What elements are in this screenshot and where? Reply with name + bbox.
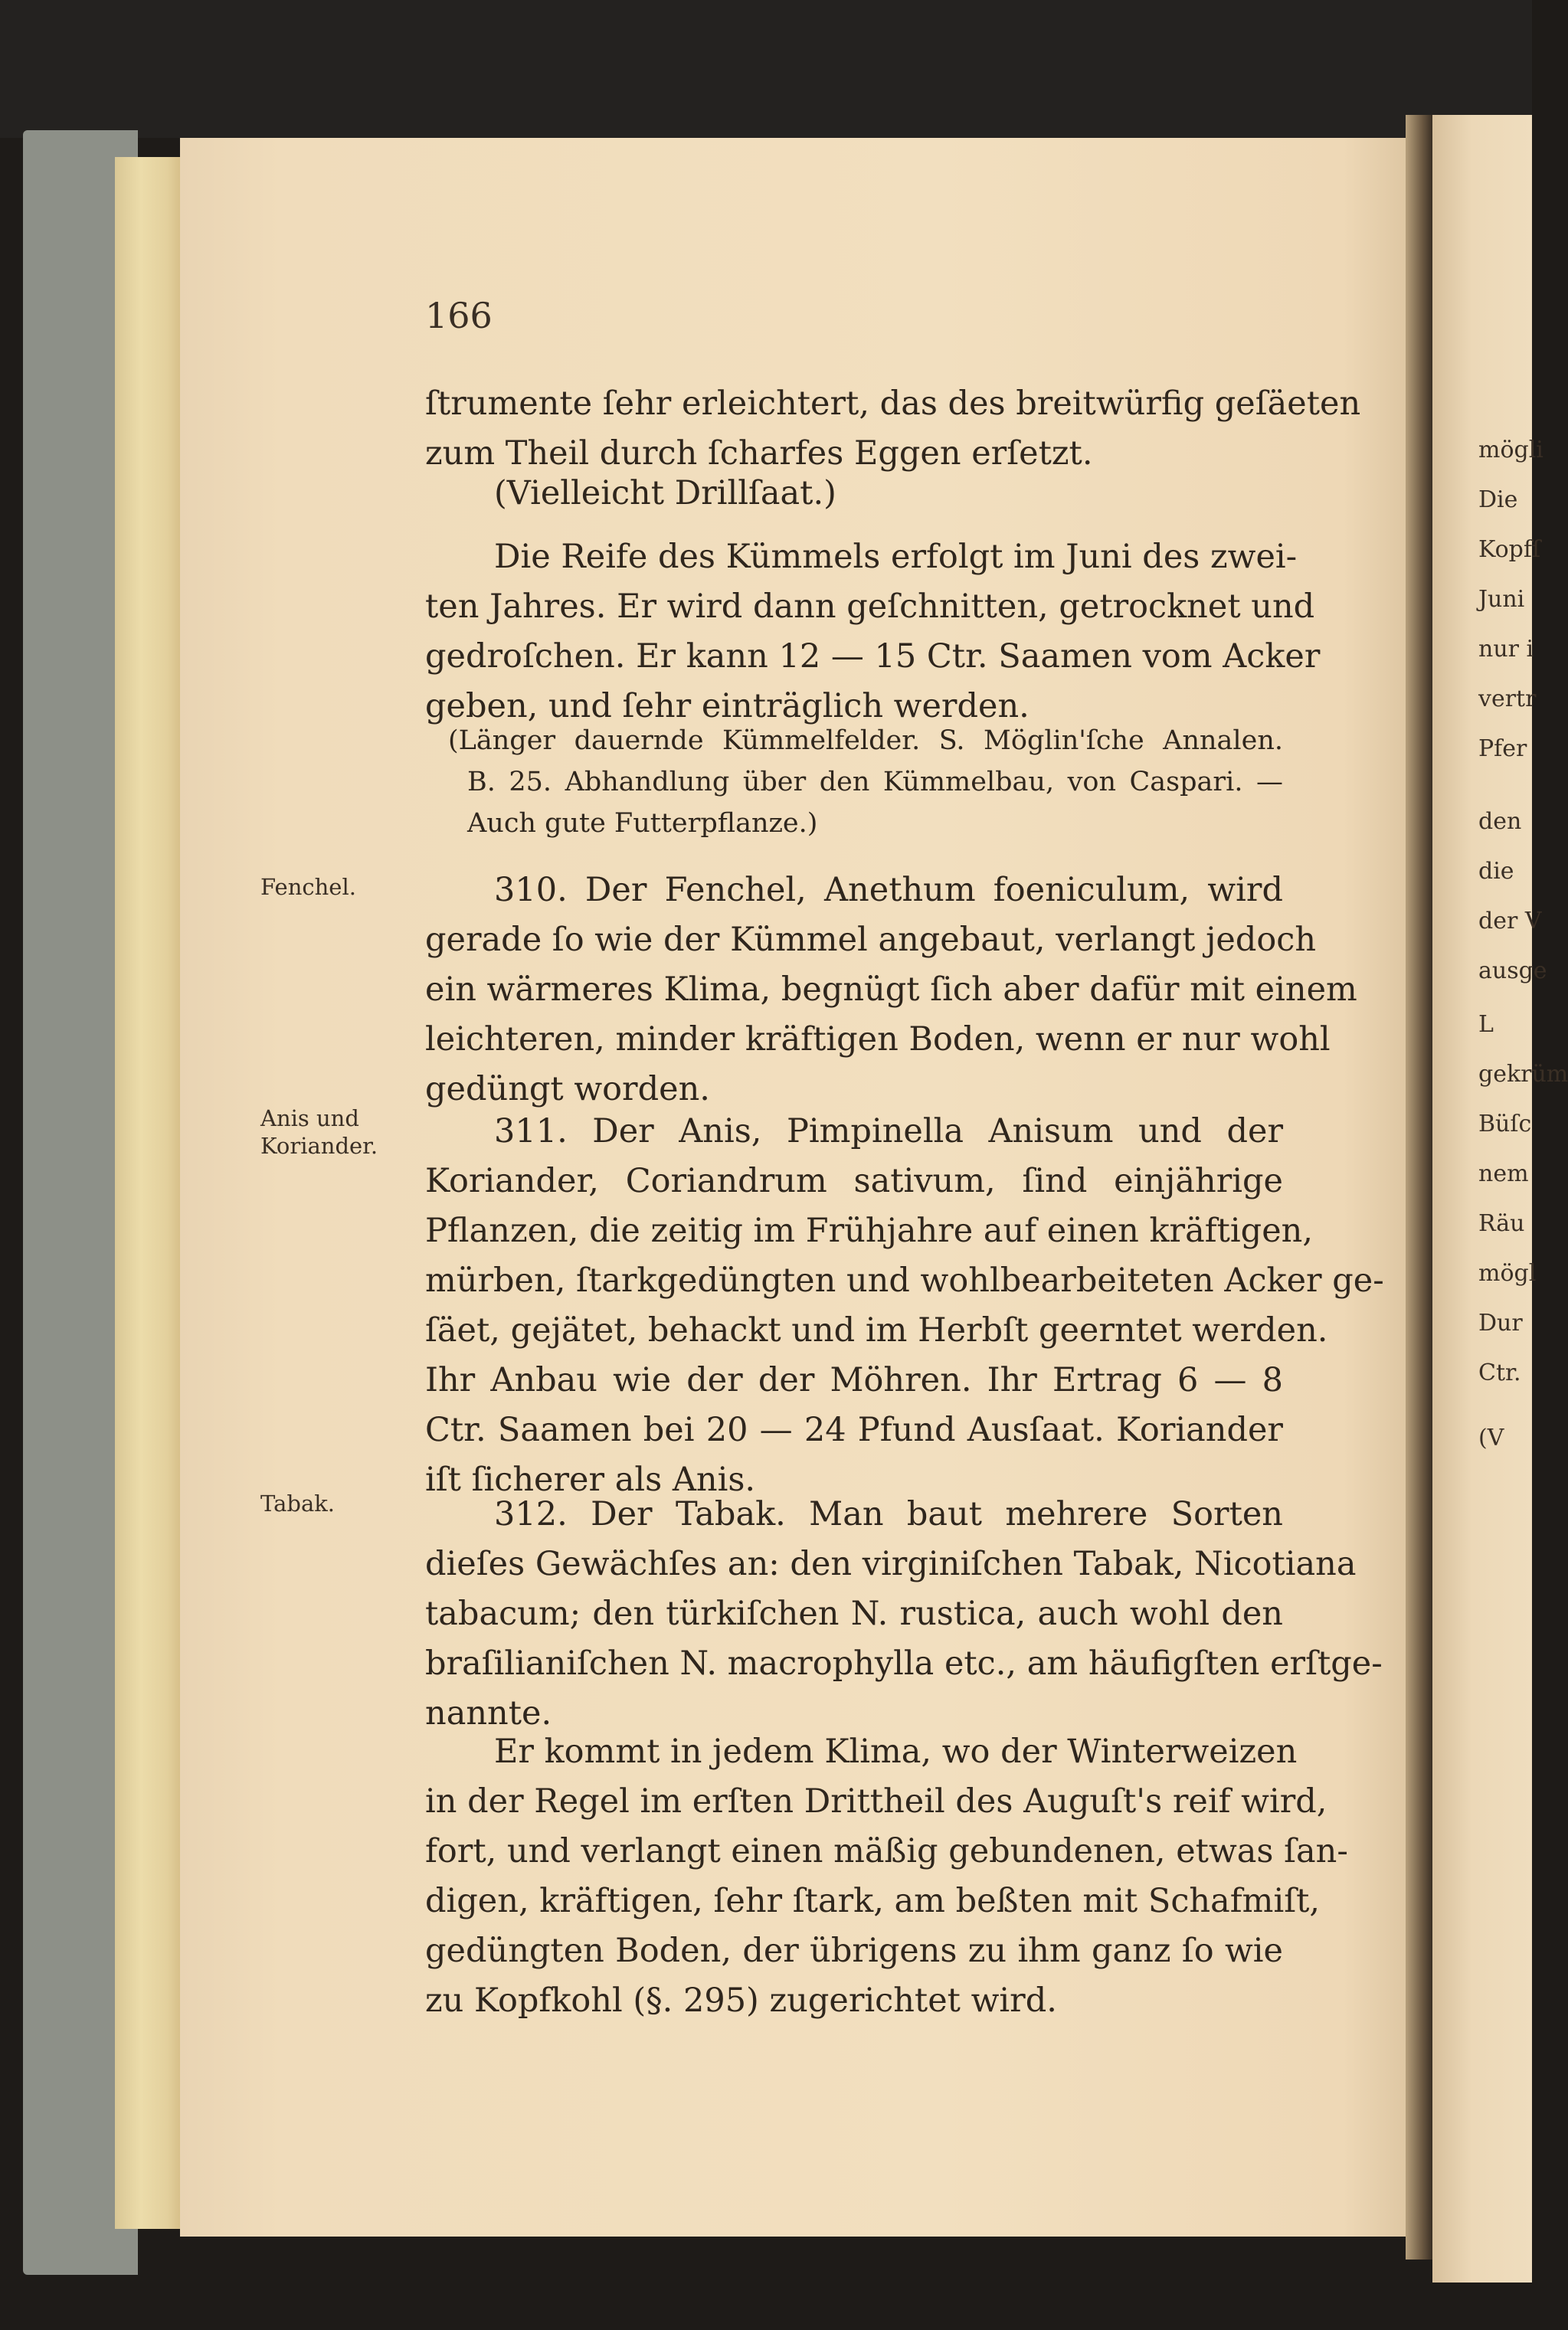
facing-page xyxy=(1432,115,1568,2283)
text-line: zum Theil durch ſcharfes Eggen erſetzt. xyxy=(425,434,1093,473)
facing-fragment: ausge xyxy=(1478,957,1547,984)
facing-fragment: mögl xyxy=(1478,1260,1537,1287)
text-line: tabacum; den türkiſchen N. rustica, auch wohl den xyxy=(425,1595,1283,1633)
facing-fragment: nur i xyxy=(1478,636,1534,663)
margin-note-line: Anis und xyxy=(260,1105,359,1131)
text-line: Pflanzen, die zeitig im Frühjahre auf einen kräftigen, xyxy=(425,1212,1314,1250)
facing-fragment: mögli xyxy=(1478,437,1543,463)
margin-note-fenchel: Fenchel. xyxy=(260,874,356,900)
page-number: 166 xyxy=(425,295,493,336)
text-line: Er kommt in jedem Klima, wo der Winterweizen xyxy=(494,1733,1298,1771)
text-line: 312. Der Tabak. Man baut mehrere Sorten xyxy=(494,1495,1283,1533)
facing-fragment: der V xyxy=(1478,908,1542,934)
facing-fragment: Kopfſ xyxy=(1478,536,1541,563)
facing-fragment: Pfer xyxy=(1478,735,1527,762)
margin-note-anis xyxy=(260,1104,414,1160)
facing-fragment: Räu xyxy=(1478,1210,1525,1237)
margin-note-line: Koriander. xyxy=(260,1133,378,1159)
text-line: fort, und verlangt einen mäßig gebundenen, etwas ſan- xyxy=(425,1832,1348,1870)
text-line: (Länger dauernde Kümmelfelder. S. Möglin'ſche Annalen. xyxy=(448,725,1283,756)
note-kuemmelfelder xyxy=(425,720,1283,844)
section-312-tabak xyxy=(425,1490,1383,1739)
facing-fragment: Die xyxy=(1478,486,1518,513)
facing-fragment: die xyxy=(1478,858,1514,885)
facing-fragment: Juni xyxy=(1478,586,1525,613)
facing-fragment: nem xyxy=(1478,1160,1529,1187)
paragraph-drillsaat xyxy=(425,469,1283,519)
text-line: braſilianiſchen N. macrophylla etc., am häufigſten erſtge- xyxy=(425,1644,1383,1683)
facing-fragment: Dur xyxy=(1478,1310,1523,1337)
page-edges xyxy=(115,157,180,2229)
facing-fragment: Ctr. xyxy=(1478,1360,1521,1386)
text-line: in der Regel im erſten Drittheil des Auguſt's reif wird, xyxy=(425,1782,1327,1821)
text-line: gedüngten Boden, der übrigens zu ihm ganz ſo wie xyxy=(425,1932,1283,1970)
section-310-fenchel xyxy=(425,866,1357,1114)
text-line: Auch gute Futterpflanze.) xyxy=(467,808,818,839)
text-line: leichteren, minder kräftigen Boden, wenn er nur wohl xyxy=(425,1020,1331,1059)
text-line: mürben, ſtarkgedüngten und wohlbearbeiteten Acker ge- xyxy=(425,1262,1384,1300)
section-311-anis-koriander xyxy=(425,1107,1384,1505)
text-line: geben, und ſehr einträglich werden. xyxy=(425,687,1030,725)
text-line: zu Kopfkohl (§. 295) zugerichtet wird. xyxy=(425,1981,1057,2020)
text-line: Koriander, Coriandrum sativum, ſind einjährige xyxy=(425,1162,1283,1200)
text-line: 311. Der Anis, Pimpinella Anisum und der xyxy=(494,1112,1283,1150)
text-line: gedüngt worden. xyxy=(425,1070,710,1108)
text-line: ſtrumente ſehr erleichtert, das des breitwürfig geſäeten xyxy=(425,385,1361,423)
margin-note-tabak: Tabak. xyxy=(260,1491,336,1517)
facing-fragment: L xyxy=(1478,1011,1494,1038)
text-line: Die Reife des Kümmels erfolgt im Juni des zwei- xyxy=(494,538,1298,576)
text-line: dieſes Gewächſes an: den virginiſchen Tabak, Nicotiana xyxy=(425,1545,1357,1583)
text-line: iſt ſicherer als Anis. xyxy=(425,1461,756,1499)
background xyxy=(0,0,1532,138)
text-line: Ctr. Saamen bei 20 — 24 Pfund Ausſaat. Koriander xyxy=(425,1411,1283,1449)
text-line: ten Jahres. Er wird dann geſchnitten, getrocknet und xyxy=(425,587,1315,626)
paragraph-instruments xyxy=(425,379,1361,479)
text-line: ſäet, gejätet, behackt und im Herbſt geerntet werden. xyxy=(425,1311,1328,1350)
book-gutter xyxy=(1406,115,1432,2260)
text-line: Ihr Anbau wie der der Möhren. Ihr Ertrag 6 — 8 xyxy=(425,1361,1283,1399)
text-line: (Vielleicht Drillſaat.) xyxy=(494,474,836,512)
paragraph-tabak-klima xyxy=(425,1727,1348,2026)
text-line: B. 25. Abhandlung über den Kümmelbau, von Caspari. — xyxy=(467,767,1283,797)
text-line: gedroſchen. Er kann 12 — 15 Ctr. Saamen vom Acker xyxy=(425,637,1321,676)
facing-fragment: gekrüm xyxy=(1478,1061,1568,1088)
text-line: ein wärmeres Klima, begnügt ſich aber dafür mit einem xyxy=(425,970,1357,1009)
facing-fragment: Büſc xyxy=(1478,1111,1532,1137)
text-line: gerade ſo wie der Kümmel angebaut, verlangt jedoch xyxy=(425,921,1317,959)
paragraph-kuemmel-reife xyxy=(425,532,1321,731)
facing-fragment: vertr xyxy=(1478,686,1537,712)
text-line: digen, kräftigen, ſehr ſtark, am beßten mit Schafmiſt, xyxy=(425,1882,1321,1920)
text-line: nannte. xyxy=(425,1694,552,1733)
text-line: 310. Der Fenchel, Anethum foeniculum, wird xyxy=(494,871,1283,909)
facing-fragment: den xyxy=(1478,808,1522,835)
facing-fragment: (V xyxy=(1478,1425,1504,1451)
